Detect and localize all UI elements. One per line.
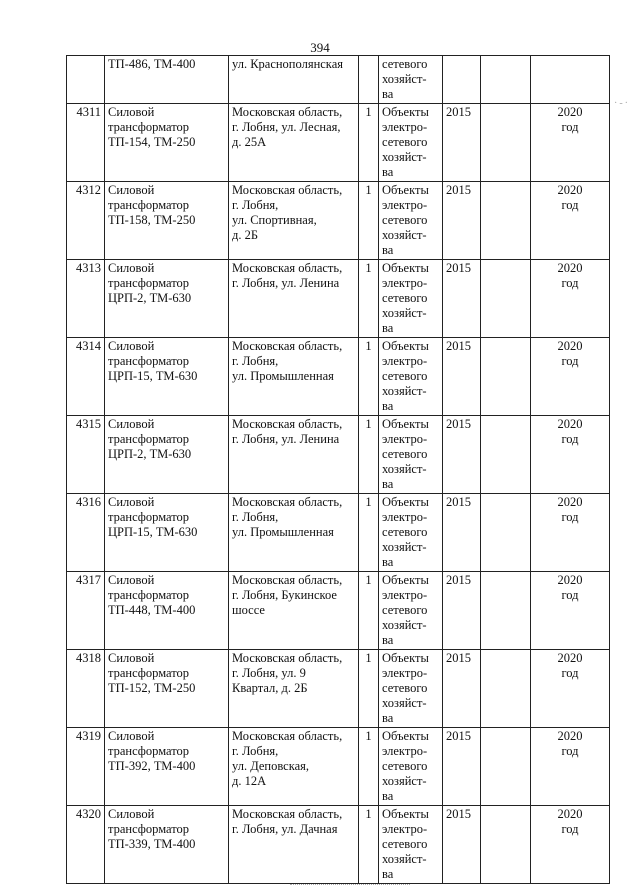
cell-year: 2015	[443, 806, 481, 884]
address-line: ул. Промышленная	[232, 369, 334, 383]
name-line: Силовой	[108, 807, 155, 821]
cell-address	[229, 260, 359, 338]
category-line: ва	[382, 243, 394, 257]
category-line: электро-	[382, 120, 428, 134]
term-line: год	[561, 432, 579, 446]
term-line: 2020	[557, 807, 583, 821]
category-line: сетевого	[382, 837, 428, 851]
address-line: шоссе	[232, 603, 265, 617]
name-line: Силовой	[108, 261, 155, 275]
name-line: Силовой	[108, 651, 155, 665]
cell-category	[379, 104, 443, 182]
name-line: ЦРП-15, ТМ-630	[108, 525, 198, 539]
cell-category	[379, 416, 443, 494]
category-line: сетевого	[382, 291, 428, 305]
cell-blank	[481, 650, 531, 728]
cell-term	[531, 806, 610, 884]
cell-year: 2015	[443, 182, 481, 260]
cell-count: 1	[359, 572, 379, 650]
address-line: Московская область,	[232, 105, 343, 119]
address-line: д. 25А	[232, 135, 267, 149]
cell-name	[105, 260, 229, 338]
name-line: трансформатор	[108, 510, 190, 524]
name-line: ЦРП-2, ТМ-630	[108, 291, 192, 305]
category-line: сетевого	[382, 447, 428, 461]
category-line: хозяйст-	[382, 228, 427, 242]
address-line: Московская область,	[232, 729, 343, 743]
cell-year: 2015	[443, 650, 481, 728]
category-line: Объекты	[382, 807, 429, 821]
category-line: электро-	[382, 744, 428, 758]
category-line: сетевого	[382, 525, 428, 539]
cell-address	[229, 182, 359, 260]
page-number: 394	[310, 40, 330, 55]
category-line: Объекты	[382, 651, 429, 665]
term-line: год	[561, 744, 579, 758]
name-line: трансформатор	[108, 276, 190, 290]
category-line: ва	[382, 633, 394, 647]
name-line: трансформатор	[108, 198, 190, 212]
category-line: электро-	[382, 822, 428, 836]
address-line: г. Лобня, ул. 9	[232, 666, 306, 680]
category-line: хозяйст-	[382, 150, 427, 164]
continuation-row	[67, 56, 610, 104]
category-line: ва	[382, 555, 394, 569]
table-row	[67, 338, 610, 416]
name-line: трансформатор	[108, 120, 190, 134]
cell-address	[229, 416, 359, 494]
cell-count: 1	[359, 494, 379, 572]
category-line: хозяйст-	[382, 72, 427, 86]
cell-year: 2015	[443, 104, 481, 182]
cell-name	[105, 572, 229, 650]
category-line: электро-	[382, 354, 428, 368]
address-line: г. Лобня, ул. Лесная,	[232, 120, 341, 134]
cell-term	[531, 650, 610, 728]
cell-term	[531, 182, 610, 260]
cell-term	[531, 56, 610, 104]
table-row	[67, 806, 610, 884]
cell-count: 1	[359, 806, 379, 884]
cell-name	[105, 182, 229, 260]
footer-mark	[290, 884, 410, 887]
cell-name	[105, 416, 229, 494]
category-line: Объекты	[382, 573, 429, 587]
term-line: год	[561, 354, 579, 368]
cell-name	[105, 338, 229, 416]
name-line: ЦРП-15, ТМ-630	[108, 369, 198, 383]
category-line: электро-	[382, 666, 428, 680]
name-line: трансформатор	[108, 822, 190, 836]
cell-name	[105, 104, 229, 182]
address-line: ул. Промышленная	[232, 525, 334, 539]
name-line: Силовой	[108, 339, 155, 353]
cell-blank	[481, 572, 531, 650]
category-line: хозяйст-	[382, 774, 427, 788]
cell-year: 2015	[443, 494, 481, 572]
table-row	[67, 494, 610, 572]
cell-count: 1	[359, 182, 379, 260]
cell-category	[379, 494, 443, 572]
cell-blank	[481, 338, 531, 416]
name-line: ТП-158, ТМ-250	[108, 213, 196, 227]
cell-blank	[481, 806, 531, 884]
category-line: хозяйст-	[382, 462, 427, 476]
address-line: д. 2Б	[232, 228, 259, 242]
cell-year: 2015	[443, 572, 481, 650]
category-line: ва	[382, 87, 394, 101]
cell-category	[379, 182, 443, 260]
category-line: сетевого	[382, 603, 428, 617]
term-line: 2020	[557, 573, 583, 587]
term-line: 2020	[557, 651, 583, 665]
cell-year: 2015	[443, 728, 481, 806]
category-line: ва	[382, 789, 394, 803]
term-line: 2020	[557, 261, 583, 275]
table-row	[67, 182, 610, 260]
name-line: Силовой	[108, 573, 155, 587]
cell-count: 1	[359, 260, 379, 338]
category-line: Объекты	[382, 183, 429, 197]
category-line: сетевого	[382, 759, 428, 773]
cell-address	[229, 728, 359, 806]
address-line: г. Лобня, ул. Дачная	[232, 822, 338, 836]
cell-category	[379, 650, 443, 728]
cell-blank	[481, 728, 531, 806]
cell-blank	[481, 104, 531, 182]
table-row	[67, 728, 610, 806]
address-line: Московская область,	[232, 573, 343, 587]
category-line: сетевого	[382, 681, 428, 695]
cell-num: 4319	[67, 728, 105, 806]
cell-blank	[481, 260, 531, 338]
name-line: трансформатор	[108, 354, 190, 368]
category-line: хозяйст-	[382, 540, 427, 554]
name-line: трансформатор	[108, 588, 190, 602]
cell-term	[531, 728, 610, 806]
category-line: сетевого	[382, 369, 428, 383]
address-line: г. Лобня,	[232, 510, 279, 524]
cell-blank	[481, 416, 531, 494]
cell-term	[531, 260, 610, 338]
cell-name	[105, 728, 229, 806]
cell-term	[531, 572, 610, 650]
category-line: хозяйст-	[382, 696, 427, 710]
category-line: сетевого	[382, 57, 428, 71]
category-line: электро-	[382, 198, 428, 212]
address-line: г. Лобня,	[232, 198, 279, 212]
category-line: Объекты	[382, 339, 429, 353]
category-line: ва	[382, 165, 394, 179]
address-line: г. Лобня,	[232, 744, 279, 758]
name-line: ТП-152, ТМ-250	[108, 681, 196, 695]
table-row	[67, 104, 610, 182]
category-line: хозяйст-	[382, 306, 427, 320]
cell-num: 4311	[67, 104, 105, 182]
cell-name	[105, 56, 229, 104]
cell-name	[105, 650, 229, 728]
cell-count: 1	[359, 650, 379, 728]
cell-blank	[481, 182, 531, 260]
address-line: Московская область,	[232, 417, 343, 431]
address-line: ул. Спортивная,	[232, 213, 317, 227]
cell-term	[531, 104, 610, 182]
cell-address	[229, 494, 359, 572]
address-line: г. Лобня, ул. Ленина	[232, 432, 340, 446]
name-line: Силовой	[108, 495, 155, 509]
cell-category	[379, 806, 443, 884]
cell-address	[229, 650, 359, 728]
cell-year: 2015	[443, 338, 481, 416]
cell-address	[229, 572, 359, 650]
cell-address	[229, 338, 359, 416]
term-line: год	[561, 198, 579, 212]
cell-num: 4312	[67, 182, 105, 260]
cell-count: 1	[359, 338, 379, 416]
cell-category	[379, 572, 443, 650]
cell-year	[443, 56, 481, 104]
address-line: Московская область,	[232, 183, 343, 197]
category-line: хозяйст-	[382, 384, 427, 398]
cell-address	[229, 806, 359, 884]
margin-mark: ·‐·	[614, 98, 630, 109]
address-line: г. Лобня,	[232, 354, 279, 368]
term-line: 2020	[557, 729, 583, 743]
table-row	[67, 650, 610, 728]
term-line: год	[561, 822, 579, 836]
cell-name	[105, 494, 229, 572]
cell-category	[379, 728, 443, 806]
cell-num	[67, 56, 105, 104]
term-line: 2020	[557, 105, 583, 119]
address-line: Московская область,	[232, 495, 343, 509]
category-line: Объекты	[382, 729, 429, 743]
term-line: 2020	[557, 183, 583, 197]
category-line: ва	[382, 399, 394, 413]
address-line: г. Лобня, ул. Ленина	[232, 276, 340, 290]
category-line: ва	[382, 867, 394, 881]
address-line: г. Лобня, Букинское	[232, 588, 337, 602]
cell-term	[531, 494, 610, 572]
category-line: электро-	[382, 588, 428, 602]
cell-category	[379, 56, 443, 104]
category-line: Объекты	[382, 105, 429, 119]
category-line: Объекты	[382, 261, 429, 275]
term-line: год	[561, 276, 579, 290]
cell-num: 4315	[67, 416, 105, 494]
name-line: ТП-392, ТМ-400	[108, 759, 196, 773]
address-line: д. 12А	[232, 774, 267, 788]
name-line: ТП-486, ТМ-400	[108, 57, 196, 71]
cell-count: 1	[359, 416, 379, 494]
term-line: год	[561, 588, 579, 602]
category-line: электро-	[382, 276, 428, 290]
cell-name	[105, 806, 229, 884]
address-line: Московская область,	[232, 339, 343, 353]
cell-count: 1	[359, 728, 379, 806]
cell-num: 4316	[67, 494, 105, 572]
name-line: Силовой	[108, 417, 155, 431]
cell-address	[229, 56, 359, 104]
category-line: электро-	[382, 510, 428, 524]
address-line: Московская область,	[232, 651, 343, 665]
term-line: 2020	[557, 495, 583, 509]
cell-num: 4314	[67, 338, 105, 416]
cell-year: 2015	[443, 260, 481, 338]
cell-num: 4318	[67, 650, 105, 728]
name-line: трансформатор	[108, 432, 190, 446]
category-line: ва	[382, 477, 394, 491]
category-line: хозяйст-	[382, 618, 427, 632]
table-row	[67, 416, 610, 494]
category-line: электро-	[382, 432, 428, 446]
term-line: год	[561, 666, 579, 680]
name-line: трансформатор	[108, 744, 190, 758]
cell-term	[531, 338, 610, 416]
address-line: Московская область,	[232, 261, 343, 275]
asset-registry-table	[66, 55, 610, 884]
cell-year: 2015	[443, 416, 481, 494]
category-line: хозяйст-	[382, 852, 427, 866]
cell-category	[379, 260, 443, 338]
cell-category	[379, 338, 443, 416]
name-line: ТП-448, ТМ-400	[108, 603, 196, 617]
address-line: ул. Деповская,	[232, 759, 310, 773]
name-line: Силовой	[108, 729, 155, 743]
category-line: Объекты	[382, 417, 429, 431]
address-line: Московская область,	[232, 807, 343, 821]
category-line: ва	[382, 321, 394, 335]
table-body	[67, 56, 610, 884]
table-row	[67, 260, 610, 338]
name-line: Силовой	[108, 105, 155, 119]
cell-num: 4317	[67, 572, 105, 650]
name-line: трансформатор	[108, 666, 190, 680]
cell-num: 4313	[67, 260, 105, 338]
address-line: Квартал, д. 2Б	[232, 681, 308, 695]
term-line: год	[561, 120, 579, 134]
term-line: 2020	[557, 417, 583, 431]
category-line: сетевого	[382, 213, 428, 227]
term-line: год	[561, 510, 579, 524]
cell-num: 4320	[67, 806, 105, 884]
name-line: ТП-339, ТМ-400	[108, 837, 196, 851]
name-line: ТП-154, ТМ-250	[108, 135, 196, 149]
name-line: Силовой	[108, 183, 155, 197]
cell-blank	[481, 494, 531, 572]
category-line: сетевого	[382, 135, 428, 149]
table-row	[67, 572, 610, 650]
cell-count	[359, 56, 379, 104]
category-line: ва	[382, 711, 394, 725]
cell-term	[531, 416, 610, 494]
term-line: 2020	[557, 339, 583, 353]
address-line: ул. Краснополянская	[232, 57, 343, 71]
cell-count: 1	[359, 104, 379, 182]
name-line: ЦРП-2, ТМ-630	[108, 447, 192, 461]
cell-address	[229, 104, 359, 182]
category-line: Объекты	[382, 495, 429, 509]
cell-blank	[481, 56, 531, 104]
